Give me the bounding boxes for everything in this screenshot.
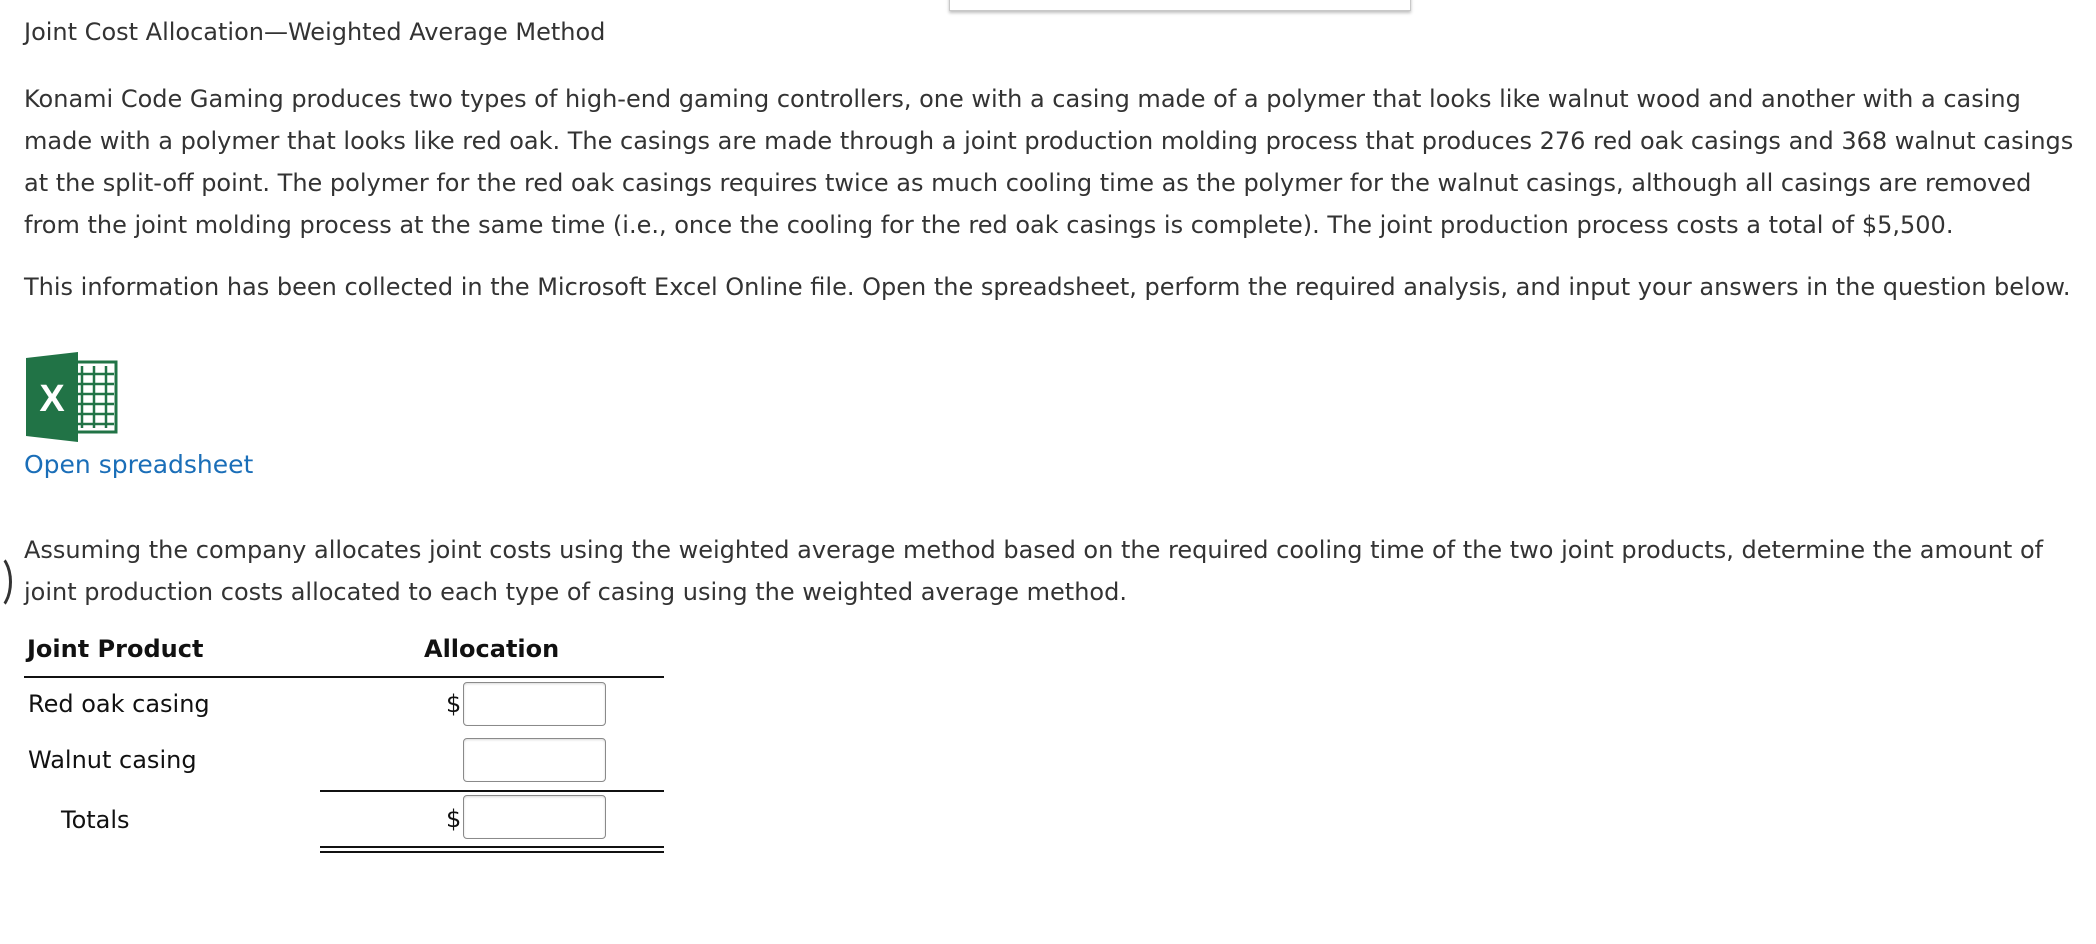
subtotal-rule — [320, 790, 664, 792]
total-double-rule-top — [320, 846, 664, 848]
header-allocation: Allocation — [424, 635, 560, 663]
allocation-table — [24, 632, 664, 852]
totals-allocation-input[interactable] — [463, 795, 606, 839]
currency-symbol: $ — [446, 690, 462, 718]
overlay-frame-edge — [949, 0, 1411, 11]
total-double-rule-bottom — [320, 851, 664, 853]
problem-description: Konami Code Gaming produces two types of high-end gaming controllers, one with a casing made of a polymer that looks like walnut wood and another with a casing made with a polymer that looks like red oak. The casings are made through a joint production molding process that produces 276 red oak casings and 368 walnut casings at the split-off point. The polymer for the red oak casings requires twice as much cooling time as the polymer for the walnut casings, although all casings are removed from the joint molding process at the same time (i.e., once the cooling for the red oak casings is complete). The joint production process costs a total of $5,500. — [24, 85, 2074, 239]
question-text: Assuming the company allocates joint costs using the weighted average method based on the required cooling time of the two joint products, determine the amount of joint production costs allocated to each type of casing using the weighted average method. — [24, 536, 2044, 606]
svg-text:X: X — [39, 378, 65, 420]
instructions-text: This information has been collected in the Microsoft Excel Online file. Open the spreadsheet, perform the required analysis, and input your answers in the question below. — [24, 273, 2071, 301]
row-label-walnut: Walnut casing — [28, 746, 197, 774]
excel-icon[interactable] — [24, 352, 120, 442]
page-title: Joint Cost Allocation—Weighted Average Method — [24, 18, 606, 46]
header-joint-product: Joint Product — [27, 635, 204, 663]
red-oak-allocation-input[interactable] — [463, 682, 606, 726]
open-spreadsheet-link[interactable]: Open spreadsheet — [24, 450, 254, 479]
left-edge-arc — [0, 553, 12, 611]
currency-symbol: $ — [446, 805, 462, 833]
header-rule — [24, 676, 664, 678]
row-label-red-oak: Red oak casing — [28, 690, 210, 718]
walnut-allocation-input[interactable] — [463, 738, 606, 782]
row-label-totals: Totals — [61, 806, 130, 834]
